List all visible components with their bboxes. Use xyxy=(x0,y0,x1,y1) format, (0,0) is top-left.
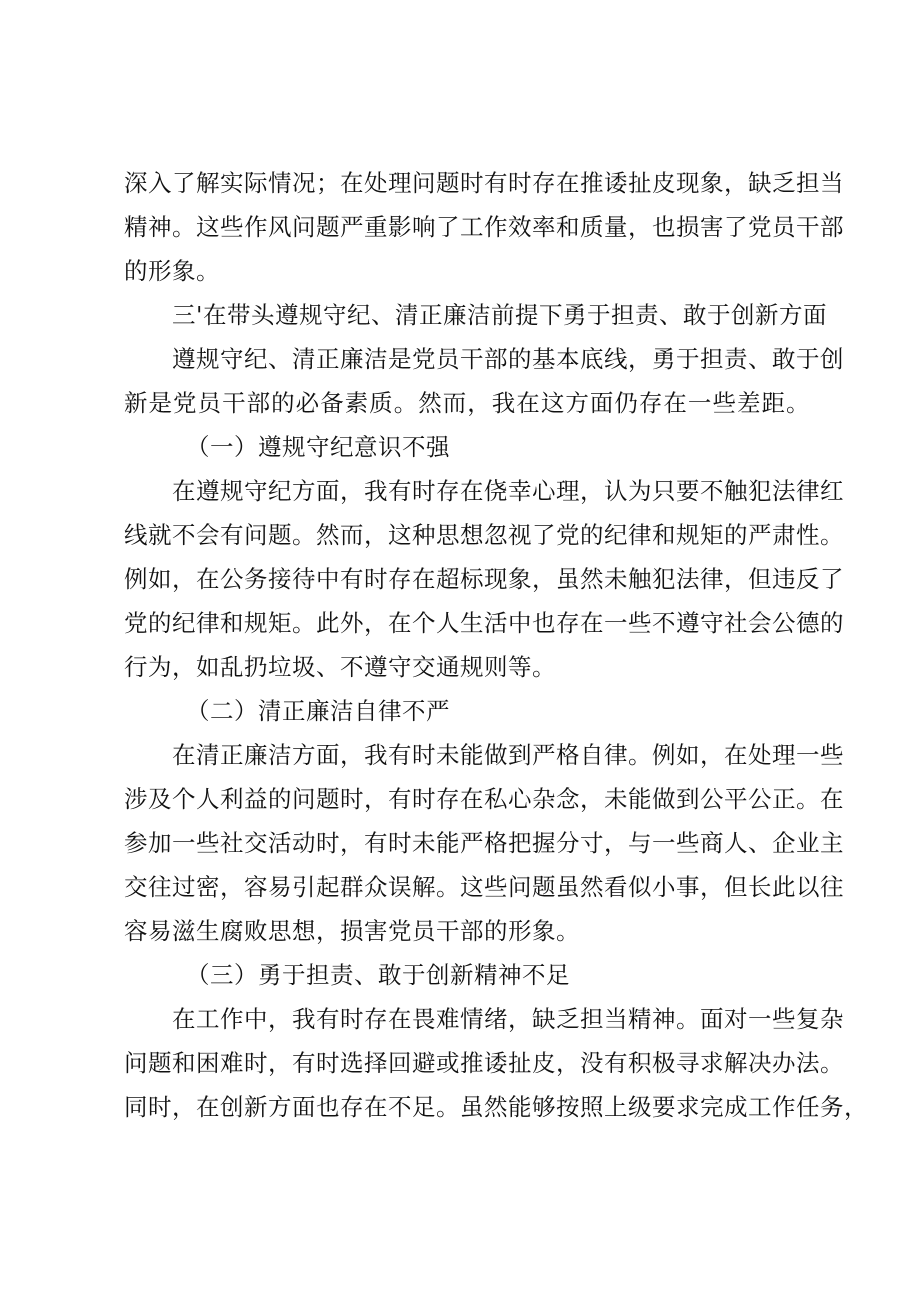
body-text-line: 深入了解实际情况；在处理问题时有时存在推诿扯皮现象，缺乏担当 xyxy=(124,169,844,197)
body-text-line: 新是党员干部的必备素质。然而，我在这方面仍存在一些差距。 xyxy=(124,389,810,417)
subsection-heading: （三）勇于担责、敢于创新精神不足 xyxy=(186,961,570,989)
body-text-line: 遵规守纪、清正廉洁是党员干部的基本底线，勇于担责、敢于创 xyxy=(172,345,844,373)
body-text-line: 在工作中，我有时存在畏难情绪，缺乏担当精神。面对一些复杂 xyxy=(172,1005,844,1033)
body-text-line: 同时，在创新方面也存在不足。虽然能够按照上级要求完成工作任务， xyxy=(124,1093,868,1121)
body-text-line: 容易滋生腐败思想，损害党员干部的形象。 xyxy=(124,917,580,945)
body-text-line: 行为，如乱扔垃圾、不遵守交通规则等。 xyxy=(124,653,556,681)
section-heading: 三'在带头遵规守纪、清正廉洁前提下勇于担责、敢于创新方面 xyxy=(172,301,827,329)
body-text-line: 在清正廉洁方面，我有时未能做到严格自律。例如，在处理一些 xyxy=(172,741,844,769)
subsection-heading: （一）遵规守纪意识不强 xyxy=(186,433,450,461)
body-text-line: 参加一些社交活动时，有时未能严格把握分寸，与一些商人、企业主 xyxy=(124,829,844,857)
body-text-line: 线就不会有问题。然而，这种思想忽视了党的纪律和规矩的严肃性。 xyxy=(124,521,844,549)
body-text-line: 交往过密，容易引起群众误解。这些问题虽然看似小事，但长此以往 xyxy=(124,873,844,901)
subsection-heading: （二）清正廉洁自律不严 xyxy=(186,697,450,725)
body-text-line: 在遵规守纪方面，我有时存在侥幸心理，认为只要不触犯法律红 xyxy=(172,477,844,505)
body-text-line: 涉及个人利益的问题时，有时存在私心杂念，未能做到公平公正。在 xyxy=(124,785,844,813)
body-text-line: 的形象。 xyxy=(124,257,220,285)
body-text-line: 党的纪律和规矩。此外，在个人生活中也存在一些不遵守社会公德的 xyxy=(124,609,844,637)
body-text-line: 问题和困难时，有时选择回避或推诿扯皮，没有积极寻求解决办法。 xyxy=(124,1049,844,1077)
body-text-line: 精神。这些作风问题严重影响了工作效率和质量，也损害了党员干部 xyxy=(124,213,844,241)
body-text-line: 例如，在公务接待中有时存在超标现象，虽然未触犯法律，但违反了 xyxy=(124,565,844,593)
